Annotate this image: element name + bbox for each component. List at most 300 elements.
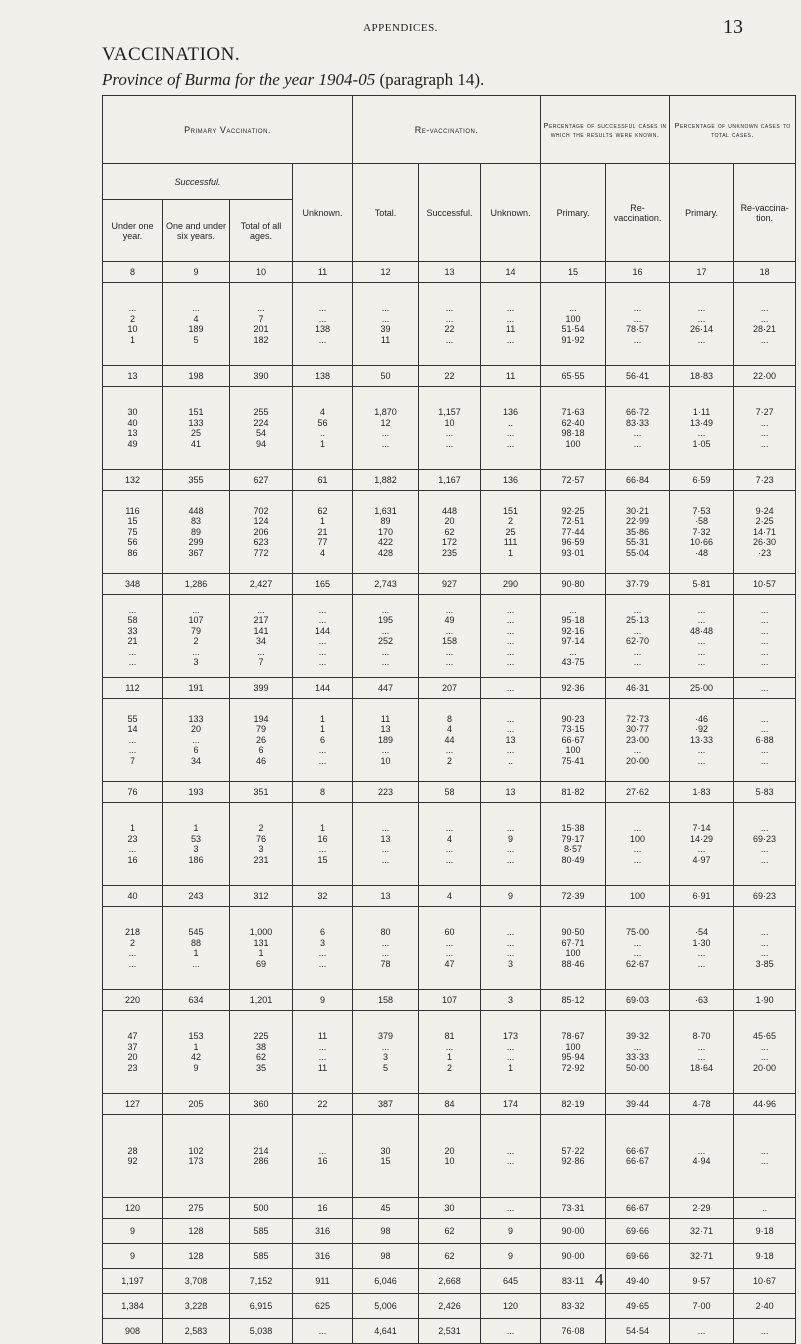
summary-cell: 2,668	[419, 1269, 481, 1294]
group-cell	[670, 907, 734, 990]
cell-value: ...	[445, 334, 454, 345]
group-cell	[481, 699, 541, 782]
cell-value: ...	[381, 948, 390, 958]
cell-value: ...	[569, 604, 577, 615]
cell-value: ...	[445, 937, 454, 948]
cell-value: 49	[127, 438, 138, 449]
group-cell	[734, 283, 796, 366]
header-successful: Successful.	[103, 164, 293, 200]
group-cell	[734, 699, 796, 782]
cell-value: 1	[193, 823, 199, 833]
cell-value: 1	[320, 724, 326, 735]
cell-value: 62·40	[561, 417, 585, 428]
cell-value: ...	[506, 428, 515, 438]
cell-value: ...	[760, 428, 769, 438]
summary-cell: 98	[353, 1244, 419, 1269]
cell-value: 217	[253, 615, 269, 625]
summary-cell: 90·00	[541, 1244, 606, 1269]
cell-value: ...	[760, 615, 769, 625]
group-cell	[293, 387, 353, 470]
cell-value: 30	[127, 407, 138, 417]
group-cell	[419, 491, 481, 574]
total-cell: 100	[606, 886, 670, 907]
cell-value: ...	[381, 428, 390, 438]
summary-cell: 83·11	[541, 1269, 606, 1294]
summary-cell: 32·71	[670, 1244, 734, 1269]
summary-cell: 911	[293, 1269, 353, 1294]
cell-value: 40	[127, 417, 138, 428]
column-number: 11	[293, 262, 353, 283]
cell-value: 54	[255, 428, 266, 438]
total-cell: 16	[293, 1198, 353, 1219]
total-cell: 69·03	[606, 990, 670, 1011]
cell-value: ...	[760, 823, 769, 833]
summary-row	[103, 1244, 796, 1269]
cell-value: 10·66	[690, 537, 714, 548]
cell-value: 30·21	[626, 505, 650, 516]
group-cell	[670, 699, 734, 782]
total-row	[103, 886, 796, 907]
cell-value: 15·38	[561, 823, 585, 833]
cell-value: 57·22	[561, 1145, 585, 1156]
cell-value: 16	[127, 854, 138, 865]
cell-value: 45·65	[753, 1031, 777, 1041]
cell-value: 58	[127, 615, 138, 625]
total-cell: 634	[163, 990, 230, 1011]
cell-value: 21	[127, 636, 138, 646]
total-cell: 56·41	[606, 366, 670, 387]
cell-value: 225	[253, 1031, 269, 1041]
cell-value: 88	[190, 937, 201, 948]
cell-value: 21	[317, 526, 328, 537]
cell-value: ...	[506, 713, 515, 724]
cell-value: 1	[320, 713, 326, 724]
cell-value: 6	[258, 745, 264, 756]
cell-value: 79	[255, 724, 266, 735]
cell-value: ...	[128, 657, 137, 667]
cell-value: 83·33	[626, 417, 650, 428]
cell-value: ...	[381, 438, 390, 449]
summary-cell: 316	[293, 1219, 353, 1244]
group-row	[103, 699, 796, 782]
cell-value: 51·54	[561, 324, 585, 334]
group-row	[103, 387, 796, 470]
cell-value: 4	[447, 833, 453, 844]
cell-value: ...	[760, 854, 769, 865]
summary-cell: 9	[103, 1219, 163, 1244]
summary-cell: 1,197	[103, 1269, 163, 1294]
total-cell: 45	[353, 1198, 419, 1219]
total-cell: 84	[419, 1094, 481, 1115]
cell-value: ...	[760, 625, 769, 636]
header-pct-unknown: Percentage of unknown cases to total cases.	[670, 96, 796, 164]
cell-value: ...	[318, 636, 327, 646]
cell-value: ...	[569, 646, 577, 657]
summary-cell: 585	[230, 1244, 293, 1269]
total-cell: 22·00	[734, 366, 796, 387]
group-row	[103, 595, 796, 678]
group-cell	[163, 699, 230, 782]
cell-value: ...	[445, 823, 454, 833]
group-cell	[419, 699, 481, 782]
cell-value: ...	[697, 948, 706, 958]
cell-value: ...	[633, 854, 642, 865]
cell-value: ...	[697, 1145, 706, 1156]
total-cell: 120	[103, 1198, 163, 1219]
cell-value: ...	[760, 1052, 769, 1062]
cell-value: 9	[508, 833, 514, 844]
total-cell: 447	[353, 678, 419, 699]
cell-value: ...	[318, 303, 327, 313]
group-cell	[419, 1011, 481, 1094]
cell-value: 62·67	[626, 958, 650, 969]
cell-value: 15	[317, 854, 328, 865]
summary-cell: ...	[670, 1319, 734, 1344]
cell-value: 100	[565, 948, 581, 958]
cell-value: ...	[633, 604, 642, 615]
cell-value: 47	[127, 1031, 138, 1041]
group-cell	[419, 907, 481, 990]
cell-value: ...	[381, 823, 390, 833]
cell-value: 111	[503, 537, 518, 548]
cell-value: 151	[188, 407, 204, 417]
cell-value: ...	[760, 724, 769, 735]
summary-cell: 83·32	[541, 1294, 606, 1319]
group-cell	[670, 595, 734, 678]
cell-value: ...	[445, 745, 454, 756]
cell-value: 379	[378, 1031, 394, 1041]
cell-value: 138	[315, 324, 331, 334]
group-cell	[541, 1115, 606, 1198]
total-cell: 1,167	[419, 470, 481, 491]
cell-value: ..	[508, 755, 514, 766]
cell-value: ...	[506, 646, 515, 657]
total-cell: 39·44	[606, 1094, 670, 1115]
cell-value: 13	[380, 724, 391, 735]
total-cell: 348	[103, 574, 163, 595]
group-cell	[734, 803, 796, 886]
cell-value: 151	[503, 505, 519, 516]
group-cell	[163, 491, 230, 574]
cell-value: 422	[378, 537, 394, 548]
cell-value: 186	[188, 854, 204, 865]
column-number: 10	[230, 262, 293, 283]
total-cell: ·63	[670, 990, 734, 1011]
group-cell	[103, 1011, 163, 1094]
total-cell: 191	[163, 678, 230, 699]
column-number: 15	[541, 262, 606, 283]
group-cell	[293, 907, 353, 990]
cell-value: 7·53	[692, 505, 711, 516]
cell-value: ...	[445, 313, 454, 324]
cell-value: ...	[445, 657, 454, 667]
cell-value: ...	[697, 745, 706, 756]
group-cell	[353, 907, 419, 990]
group-row	[103, 803, 796, 886]
total-cell: 390	[230, 366, 293, 387]
total-cell: 112	[103, 678, 163, 699]
cell-value: ·54	[695, 927, 709, 937]
cell-value: ...	[760, 948, 769, 958]
cell-value: 107	[188, 615, 204, 625]
summary-cell: 908	[103, 1319, 163, 1344]
cell-value: 48·48	[690, 625, 714, 636]
column-number: 9	[163, 262, 230, 283]
cell-value: ...	[633, 823, 642, 833]
cell-value: ...	[633, 313, 642, 324]
total-cell: 275	[163, 1198, 230, 1219]
group-cell	[541, 283, 606, 366]
group-cell	[103, 491, 163, 574]
summary-cell: 90·00	[541, 1219, 606, 1244]
cell-value: ...	[318, 844, 327, 854]
cell-value: 15	[380, 1156, 391, 1166]
cell-value: 28·21	[753, 324, 777, 334]
summary-cell: ...	[293, 1319, 353, 1344]
cell-value: 46	[255, 755, 266, 766]
cell-value: ...	[128, 646, 137, 657]
cell-value: 100	[565, 1041, 581, 1052]
cell-value: 90·50	[561, 927, 585, 937]
cell-value: ...	[257, 604, 265, 615]
cell-value: 72·92	[561, 1062, 585, 1073]
cell-value: ...	[760, 334, 769, 345]
total-cell: 107	[419, 990, 481, 1011]
cell-value: 55	[127, 713, 138, 724]
cell-value: ...	[445, 646, 454, 657]
cell-value: ...	[506, 854, 515, 865]
subtitle-italic: Province of Burma for the year 1904-05	[102, 70, 376, 89]
page-number: 13	[723, 16, 743, 38]
cell-value: ...	[318, 615, 327, 625]
total-cell: 144	[293, 678, 353, 699]
cell-value: 44	[444, 734, 455, 745]
cell-value: 13	[505, 734, 516, 745]
total-cell: 44·96	[734, 1094, 796, 1115]
cell-value: 77	[317, 537, 328, 548]
cell-value: ...	[128, 734, 137, 745]
cell-value: 81	[444, 1031, 455, 1041]
cell-value: 448	[442, 505, 458, 516]
group-cell	[670, 387, 734, 470]
cell-value: ...	[760, 745, 769, 756]
group-cell	[419, 283, 481, 366]
cell-value: 79·17	[561, 833, 585, 844]
cell-value: 100	[630, 833, 646, 844]
summary-row	[103, 1319, 796, 1344]
cell-value: 158	[442, 636, 458, 646]
cell-value: 189	[188, 324, 204, 334]
cell-value: 35·86	[626, 526, 650, 537]
cell-value: ...	[128, 604, 137, 615]
cell-value: 26	[255, 734, 266, 745]
cell-value: 97·14	[561, 636, 585, 646]
cell-value: 2	[193, 636, 199, 646]
total-cell: 13	[103, 366, 163, 387]
group-cell	[293, 803, 353, 886]
cell-value: ...	[381, 625, 390, 636]
total-row	[103, 1198, 796, 1219]
group-cell	[541, 803, 606, 886]
summary-cell: 3,708	[163, 1269, 230, 1294]
cell-value: 39	[380, 324, 391, 334]
group-cell	[103, 699, 163, 782]
cell-value: 545	[188, 927, 204, 937]
group-cell	[541, 595, 606, 678]
cell-value: 92·25	[561, 505, 585, 516]
cell-value: 2	[447, 1062, 453, 1073]
group-cell	[353, 491, 419, 574]
cell-value: 8·70	[692, 1031, 711, 1041]
cell-value: 66·72	[626, 407, 650, 417]
cell-value: ...	[569, 303, 577, 313]
group-cell	[103, 387, 163, 470]
cell-value: 75·00	[626, 927, 650, 937]
cell-value: 772	[253, 547, 269, 558]
summary-cell: 2,583	[163, 1319, 230, 1344]
cell-value: 1	[320, 823, 326, 833]
cell-value: 286	[253, 1156, 269, 1166]
cell-value: 195	[378, 615, 394, 625]
group-cell	[606, 595, 670, 678]
cell-value: ...	[760, 646, 769, 657]
total-cell: 2,743	[353, 574, 419, 595]
total-cell: 220	[103, 990, 163, 1011]
cell-value: ...	[192, 646, 200, 657]
group-cell	[230, 1011, 293, 1094]
cell-value: ...	[381, 604, 390, 615]
cell-value: ...	[633, 948, 642, 958]
cell-value: 30·77	[626, 724, 650, 735]
cell-value: 69	[255, 958, 266, 969]
total-cell: 312	[230, 886, 293, 907]
group-cell	[353, 1011, 419, 1094]
running-head: APPENDICES.	[363, 22, 438, 34]
total-cell: 69·23	[734, 886, 796, 907]
header-total-all-ages: Total of all ages.	[230, 200, 293, 262]
group-cell	[734, 491, 796, 574]
cell-value: ...	[128, 303, 137, 313]
total-cell: 174	[481, 1094, 541, 1115]
total-cell: 9	[481, 886, 541, 907]
group-cell	[230, 283, 293, 366]
cell-value: 91·92	[561, 334, 585, 345]
summary-cell: 2,426	[419, 1294, 481, 1319]
cell-value: ...	[633, 657, 642, 667]
summary-row	[103, 1269, 796, 1294]
cell-value: 83	[190, 516, 201, 527]
summary-cell: 49·65	[606, 1294, 670, 1319]
cell-value: 90·23	[561, 713, 585, 724]
cell-value: 26·30	[753, 537, 777, 548]
cell-value: 14·71	[753, 526, 777, 537]
cell-value: 76	[255, 833, 266, 844]
total-cell: 8	[293, 782, 353, 803]
cell-value: ...	[381, 844, 390, 854]
group-cell	[103, 803, 163, 886]
cell-value: 14·29	[690, 833, 714, 844]
cell-value: ...	[192, 604, 200, 615]
header-primary-pct: Primary.	[541, 164, 606, 262]
cell-value: 7·32	[692, 526, 711, 537]
cell-value: 4	[320, 407, 326, 417]
cell-value: 4	[320, 547, 326, 558]
total-cell: 158	[353, 990, 419, 1011]
cell-value: ...	[506, 604, 515, 615]
cell-value: 75	[127, 526, 138, 537]
cell-value: 11	[317, 1062, 328, 1073]
group-cell	[230, 491, 293, 574]
cell-value: ...	[445, 604, 454, 615]
cell-value: ...	[381, 313, 390, 324]
column-number: 18	[734, 262, 796, 283]
total-cell: 13	[353, 886, 419, 907]
cell-value: 39·32	[626, 1031, 650, 1041]
group-cell	[481, 803, 541, 886]
total-cell: 6·59	[670, 470, 734, 491]
group-cell	[353, 283, 419, 366]
summary-cell: 120	[481, 1294, 541, 1319]
total-cell: 58	[419, 782, 481, 803]
total-cell: 5·81	[670, 574, 734, 595]
group-cell	[230, 907, 293, 990]
total-cell: 66·67	[606, 1198, 670, 1219]
cell-value: 102	[188, 1145, 204, 1156]
total-cell: 46·31	[606, 678, 670, 699]
column-number: 16	[606, 262, 670, 283]
header-total: Total.	[353, 164, 419, 262]
group-cell	[293, 283, 353, 366]
cell-value: 20·00	[626, 755, 650, 766]
cell-value: 25	[190, 428, 201, 438]
total-cell: 27·62	[606, 782, 670, 803]
cell-value: 153	[188, 1031, 204, 1041]
cell-value: ...	[760, 937, 769, 948]
cell-value: 189	[378, 734, 394, 745]
cell-value: 13·49	[690, 417, 714, 428]
cell-value: ...	[318, 948, 327, 958]
page-subtitle	[102, 70, 484, 90]
cell-value: 79	[190, 625, 201, 636]
cell-value: ...	[633, 428, 642, 438]
cell-value: ...	[697, 646, 706, 657]
cell-value: 66·67	[626, 1156, 650, 1166]
group-cell	[103, 907, 163, 990]
cell-value: ...	[506, 937, 515, 948]
cell-value: 6·88	[755, 734, 774, 745]
cell-value: 231	[253, 854, 269, 865]
group-cell	[481, 907, 541, 990]
total-cell: 90·80	[541, 574, 606, 595]
cell-value: 1·30	[692, 937, 711, 948]
column-number: 12	[353, 262, 419, 283]
total-cell: 72·57	[541, 470, 606, 491]
group-cell	[541, 907, 606, 990]
group-row	[103, 283, 796, 366]
cell-value: ·58	[695, 516, 709, 527]
cell-value: 20	[127, 1052, 138, 1062]
cell-value: ...	[128, 745, 137, 756]
summary-row	[103, 1219, 796, 1244]
cell-value: ...	[381, 854, 390, 865]
cell-value: 16	[317, 833, 328, 844]
summary-cell: 316	[293, 1244, 353, 1269]
cell-value: ·23	[758, 547, 772, 558]
total-cell: 10·57	[734, 574, 796, 595]
cell-value: 96·59	[561, 537, 585, 548]
cell-value: 18·64	[690, 1062, 714, 1073]
summary-cell: 7,152	[230, 1269, 293, 1294]
